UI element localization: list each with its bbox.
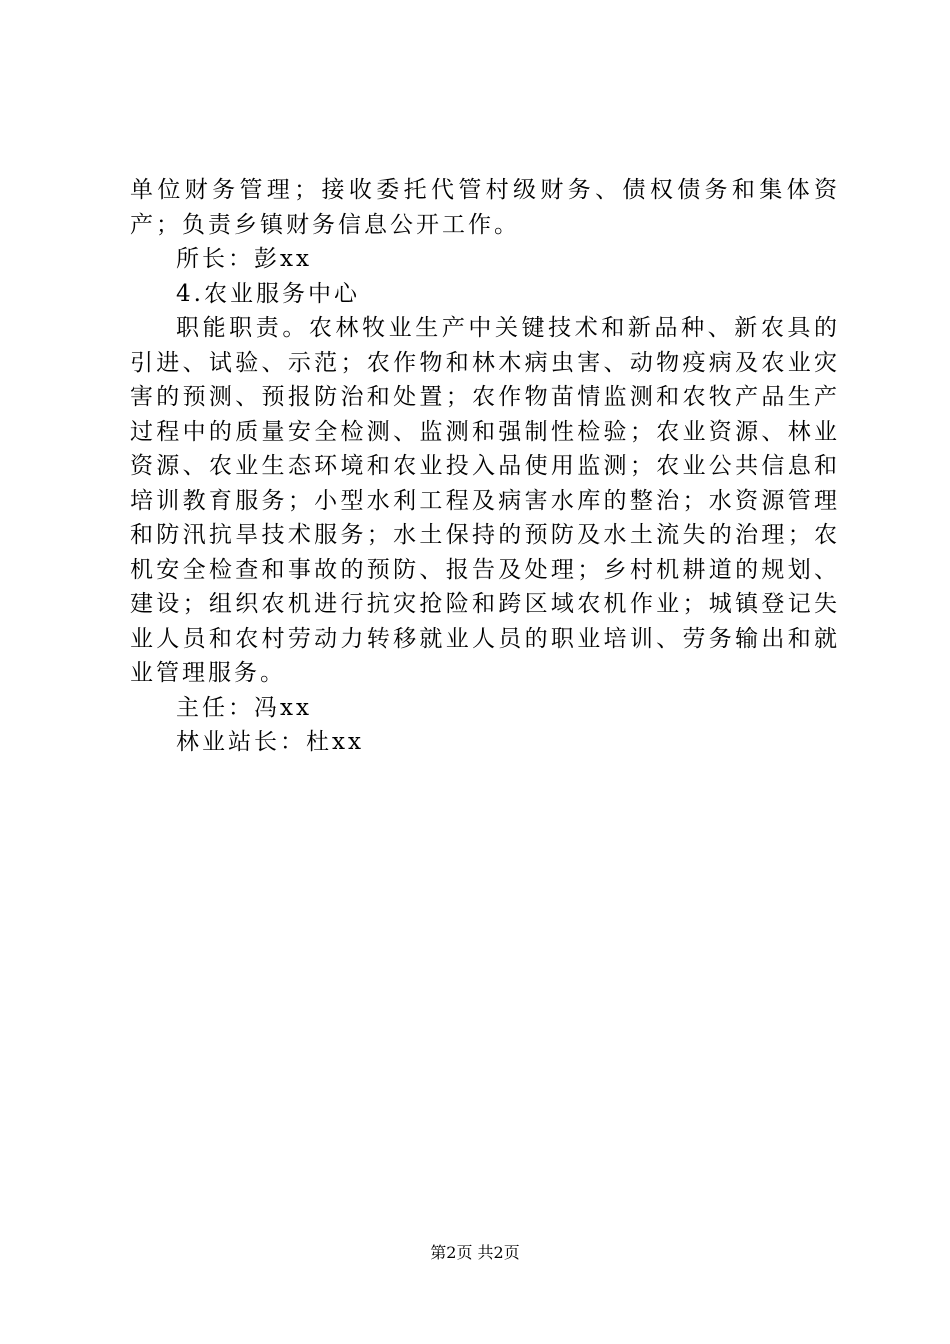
paragraph-finance-continuation: 单位财务管理；接收委托代管村级财务、债权债务和集体资产；负责乡镇财务信息公开工作。	[130, 177, 840, 238]
paragraph-director-feng: 主任：冯xx	[176, 694, 312, 721]
document-body	[130, 173, 840, 760]
paragraph-director-peng: 所长：彭xx	[176, 246, 312, 272]
paragraph-forestry-head-du: 林业站长：杜xx	[176, 729, 364, 755]
paragraph-duties: 职能职责。农林牧业生产中关键技术和新品种、新农具的引进、试验、示范；农作物和林木病虫害、动物疫病及农业灾害的预测、预报防治和处置；农作物苗情监测和农牧产品生产过程中的质量安全检测、监测和强制性检验；农业资源、林业资源、农业生态环境和农业投入品使用监测；农业公共信息和培训教育服务；小型水利工程及病害水库的整治；水资源管理和防汛抗旱技术服务；水土保持的预防及水土流失的治理；农机安全检查和事故的预防、报告及处理；乡村机耕道的规划、建设；组织农机进行抗灾抢险和跨区域农机作业；城镇登记失业人员和农村劳动力转移就业人员的职业培训、劳务输出和就业管理服务。	[130, 315, 840, 686]
section-heading-agriculture-center: 4.农业服务中心	[176, 280, 360, 307]
page-footer: 第2页 共2页	[430, 1243, 520, 1262]
